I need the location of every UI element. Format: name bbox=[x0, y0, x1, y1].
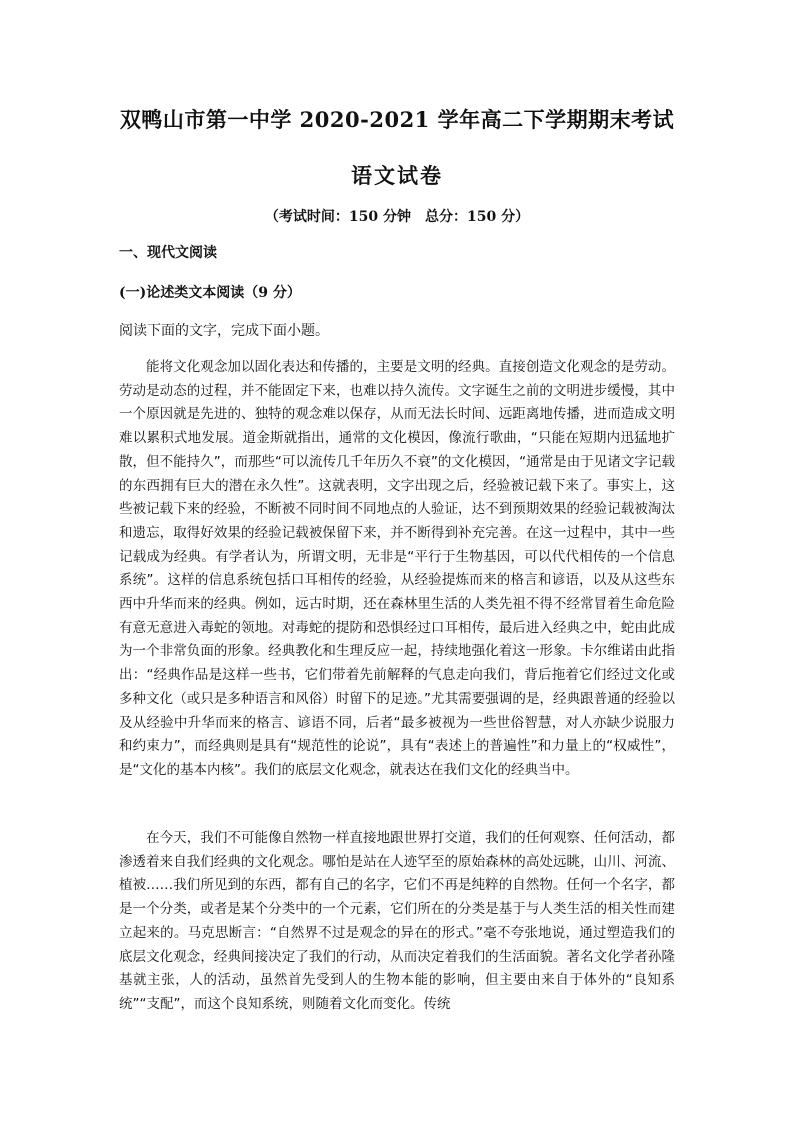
exam-title: 双鸭山市第一中学 2020-2021 学年高二下学期期末考试 bbox=[119, 107, 675, 132]
exam-subject: 语文试卷 bbox=[351, 163, 443, 188]
passage-paragraph: 在今天，我们不可能像自然物一样直接地跟世界打交道，我们的任何观察、任何活动，都渗透着来自我们经典的文化观念。哪怕是站在人迹罕至的原始森林的高处远眺，山川、河流、植被……我们所见到的东西，都有自己的名字，它们不再是纯粹的自然物。任何一个名字，都是一个分类，或者是某个分类中的一个元素，它们所在的分类是基于与人类生活的相关性而建立起来的。马克思断言：“自然界不过是观念的异在的形式。”毫不夸张地说，通过塑造我们的底层文化观念，经典间接决定了我们的行动，从而决定着我们的生活面貌。著名文化学者孙隆基就主张，人的活动，虽然首先受到人的生物本能的影响，但主要由来自于体外的“良知系统”“支配”，而这个良知系统，则随着文化而变化。传统 bbox=[119, 830, 675, 1012]
subsection-heading: (一)论述类文本阅读（9 分） bbox=[119, 285, 301, 301]
exam-time-and-score: （考试时间：150 分钟 总分：150 分） bbox=[264, 209, 530, 225]
section-heading: 一、现代文阅读 bbox=[119, 245, 217, 261]
passage-paragraph: 能将文化观念加以固化表达和传播的，主要是文明的经典。直接创造文化观念的是劳动。劳动是动态的过程，并不能固定下来，也难以持久流传。文字诞生之前的文明进步缓慢，其中一个原因就是先进的、独特的观念难以保存，从而无法长时间、远距离地传播，进而造成文明难以累积式地发展。道金斯就指出，通常的文化模因，像流行歌曲，“只能在短期内迅猛地扩散，但不能持久”，而那些“可以流传几千年历久不衰”的文化模因，“通常是由于见诸文字记载的东西拥有巨大的潜在永久性”。这就表明，文字出现之后，经验被记载下来了。事实上，这些被记载下来的经验，不断被不同时间不同地点的人验证，达不到预期效果的经验记载被淘汰和遗忘，取得好效果的经验记载被保留下来，并不断得到补充完善。在这一过程中，其中一些记载成为经典。有学者认为，所谓文明，无非是“平行于生物基因，可以代代相传的一个信息系统”。这样的信息系统包括口耳相传的经验，从经验提炼而来的格言和谚语，以及从这些东西中升华而来的经典。例如，远古时期，还在森林里生活的人类先祖不得不经常冒着生命危险有意无意进入毒蛇的领地。对毒蛇的提防和恐惧经过口耳相传，最后进入经典之中，蛇由此成为一个非常负面的形象。经典教化和生理反应一起，持续地强化着这一形象。卡尔维诺由此指出：“经典作品是这样一些书，它们带着先前解释的气息走向我们，背后拖着它们经过文化或多种文化（或只是多种语言和风俗）时留下的足迹。”尤其需要强调的是，经典跟普通的经验以及从经验中升华而来的格言、谚语不同，后者“最多被视为一些世俗智慧，对人亦缺少说服力和约束力”，而经典则是具有“规范性的论说”，具有“表述上的普遍性”和力量上的“权威性”，是“文化的基本内核”。我们的底层文化观念，就表达在我们文化的经典当中。 bbox=[119, 359, 675, 778]
reading-instruction: 阅读下面的文字，完成下面小题。 bbox=[119, 323, 329, 339]
